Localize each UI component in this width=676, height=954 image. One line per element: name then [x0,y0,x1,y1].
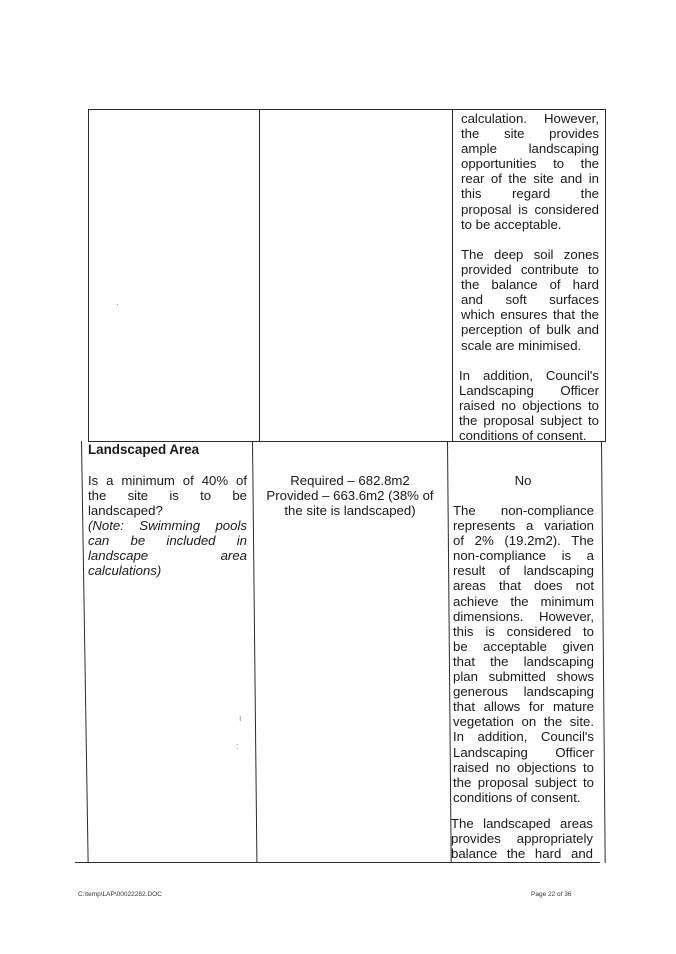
text-line: Is a minimum of 40% of [88,473,247,488]
text-line: the site is landscaped) [284,503,416,519]
text-line: areas that does not [453,578,594,594]
table-right-border-lower [601,441,606,863]
scan-speck: ı [239,713,242,723]
text-line: perception of bulk and [461,322,599,338]
landscaped-area-heading: Landscaped Area [88,442,200,457]
text-line: achieve the minimum [453,593,594,609]
landscaped-comment-paragraph-2 [451,816,593,861]
text-line: generous landscaping [453,684,594,700]
text-line: proposal is considered [461,201,599,217]
table-top-border [88,109,605,110]
upper-comment-paragraph-3 [459,368,599,443]
scan-speck: · [116,299,119,309]
text-line: the site is to be [88,488,247,504]
upper-comment-paragraph-1 [461,111,599,232]
text-line: Landscaping Officer [459,383,599,399]
text-line: rear of the site and in [461,171,599,187]
text-line: and soft surfaces [461,292,599,308]
landscaped-comment-paragraph-1 [453,503,594,805]
text-line: The landscaped areas [451,816,593,831]
text-line: non-compliance is a [453,548,594,564]
text-line: In addition, Council's [459,368,599,383]
text-line: of 2% (19.2m2). The [453,533,594,549]
control-note [88,518,247,578]
table-col2-divider-upper [259,109,260,442]
text-line: this is considered to [453,623,594,639]
proposal-values [259,473,441,518]
scan-speck: : [236,741,239,751]
table-right-border-upper [605,109,606,442]
text-line: provided contribute to [461,262,599,278]
compliance-value: No [514,473,532,488]
text-line: ample landscaping [461,141,599,157]
text-line: (Note: Swimming pools [88,518,247,533]
text-line: raised no objections to [453,759,594,775]
text-line: the proposal subject to [453,774,594,790]
footer-file-path: C:\temp\LAP\00022282.DOC [78,891,162,898]
text-line: represents a variation [453,518,594,534]
text-line: balance the hard and [451,846,593,862]
table-bottom-border [75,862,600,863]
text-line: to be acceptable. [461,216,562,232]
text-line: In addition, Council's [453,729,594,745]
text-line: plan submitted shows [453,669,594,685]
upper-comment-paragraph-2 [461,247,599,353]
text-line: The deep soil zones [461,247,599,262]
text-line: be acceptable given [453,638,594,654]
footer-page-number: Page 22 of 36 [531,891,572,898]
text-line: the site provides [461,126,599,142]
text-line: that allows for mature [453,699,594,715]
table-left-border-upper [88,109,89,442]
text-line: Provided – 663.6m2 (38% of [266,488,434,504]
text-line: provides appropriately [451,831,593,847]
text-line: Landscaping Officer [453,744,594,760]
text-line: that the landscaping [453,653,594,669]
table-col3-divider-lower [447,441,452,863]
text-line: can be included in [88,533,247,549]
text-line: Required – 682.8m2 [290,473,410,488]
text-line: calculation. However, [461,111,599,126]
text-line: result of landscaping [453,563,594,579]
text-line: vegetation on the site. [453,714,594,730]
text-line: dimensions. However, [453,608,594,624]
text-line: landscape area [88,548,247,564]
table-col3-divider-upper [452,109,453,442]
text-line: opportunities to the [461,156,599,172]
text-line: raised no objections to [459,398,599,414]
text-line: conditions of consent. [453,789,581,805]
text-line: calculations) [88,563,162,579]
text-line: the proposal subject to [459,413,599,429]
text-line: landscaped? [88,503,163,519]
control-question [88,473,247,518]
text-line: conditions of consent. [459,428,587,444]
text-line: the balance of hard [461,277,599,293]
text-line: scale are minimised. [461,337,582,353]
text-line: this regard the [461,186,599,202]
text-line: which ensures that the [461,307,599,323]
table-col2-divider-lower [252,441,257,863]
text-line: The non-compliance [453,503,594,518]
